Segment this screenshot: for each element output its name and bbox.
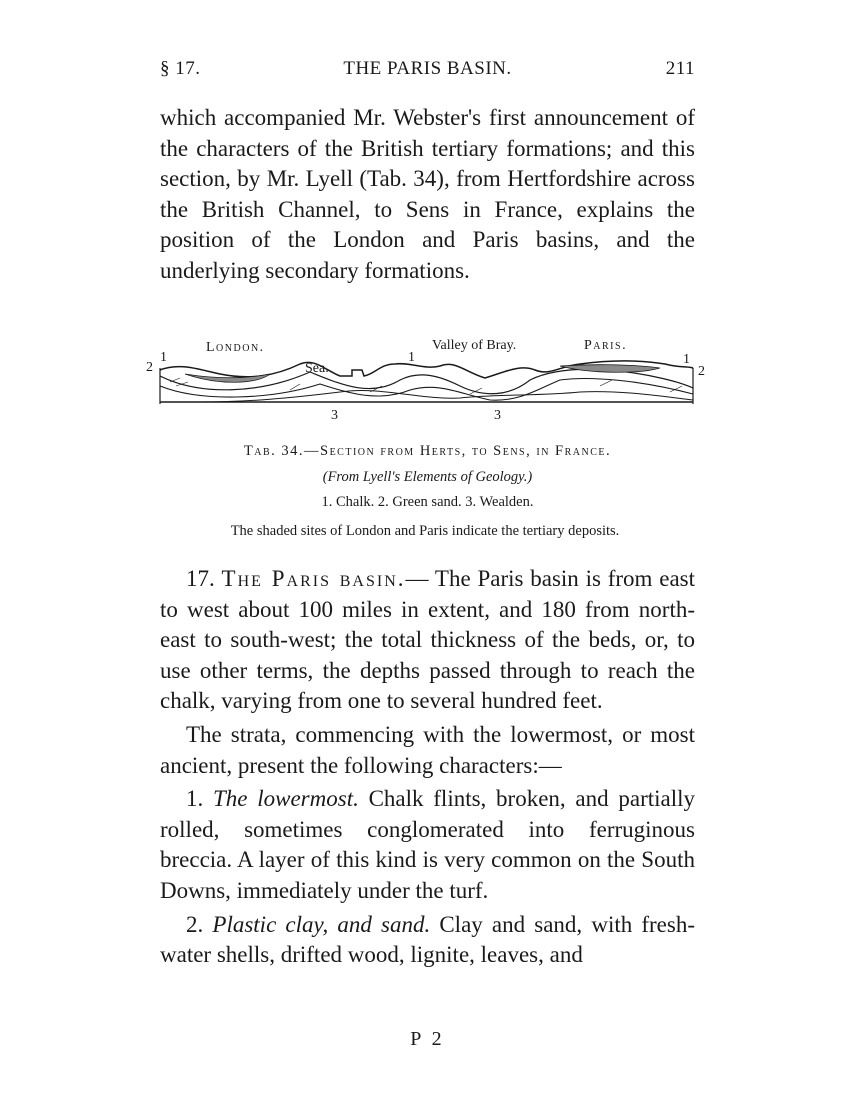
wealden-layer xyxy=(200,390,693,402)
item-2-title: Plastic clay, and sand. xyxy=(212,911,431,937)
item-1-paragraph xyxy=(160,784,695,906)
label-1-left: 1 xyxy=(160,350,167,365)
section-heading: The Paris basin. xyxy=(221,566,406,591)
paris-deposit xyxy=(560,365,660,373)
label-1-right: 1 xyxy=(683,352,690,367)
geological-section-figure xyxy=(140,336,710,431)
item-1-number: 1. xyxy=(186,786,204,812)
label-london: London. xyxy=(206,340,265,355)
section-mark: § 17. xyxy=(160,58,201,79)
figure-caption-source: (From Lyell's Elements of Geology.) xyxy=(322,469,533,485)
paragraph-intro: which accompanied Mr. Webster's first announcement of the characters of the British tertiary formations; and this section, by Mr. Lyell (Tab. 34), from Hertfordshire across the British Channel, to Sens in France, explains the position of the London and Paris basins, and the underlying secondary formations. xyxy=(160,105,695,283)
label-3-left: 3 xyxy=(331,408,338,423)
item-2-text: Clay and sand, with fresh-water shells, drifted wood, lignite, leaves, and xyxy=(160,911,695,968)
page-number: 211 xyxy=(665,58,695,79)
strata-paragraph: The strata, commencing with the lowermost, or most ancient, present the following characters:— xyxy=(160,721,695,778)
item-1-text: Chalk flints, broken, and partially rolled, sometimes conglomerated into ferruginous breccia. A layer of this kind is very common on the South Downs, immediately under the turf. xyxy=(160,786,696,903)
figure-note: The shaded sites of London and Paris indicate the tertiary deposits. xyxy=(230,523,620,539)
running-title: THE PARIS BASIN. xyxy=(343,58,512,79)
running-header xyxy=(160,58,695,88)
label-1-middle: 1 xyxy=(408,350,415,365)
label-paris: Paris. xyxy=(584,338,628,353)
section-17-paragraph xyxy=(160,564,695,717)
label-3-right: 3 xyxy=(494,408,501,423)
figure-legend: 1. Chalk. 2. Green sand. 3. Wealden. xyxy=(321,494,534,510)
main-text xyxy=(160,564,695,971)
item-1-title: The lowermost. xyxy=(213,786,359,812)
label-valley-of-bray: Valley of Bray. xyxy=(432,338,517,353)
item-2-paragraph xyxy=(160,910,695,971)
item-2-number: 2. xyxy=(186,911,204,937)
signature-mark: P 2 xyxy=(410,1028,445,1050)
label-2-left: 2 xyxy=(146,360,153,375)
label-sea: Sea. xyxy=(305,361,329,376)
label-2-right: 2 xyxy=(698,364,705,379)
section-number: 17. xyxy=(186,566,215,591)
section-17-text: — The Paris basin is from east to west about 100 miles in extent, and 180 from north-east to south-west; the total thickness of the beds, or, to use other terms, the depths passed through to reach the chalk, varying from one to several hundred feet. xyxy=(160,566,696,714)
figure-caption-title: Tab. 34.—Section from Herts, to Sens, in France. xyxy=(243,443,612,459)
